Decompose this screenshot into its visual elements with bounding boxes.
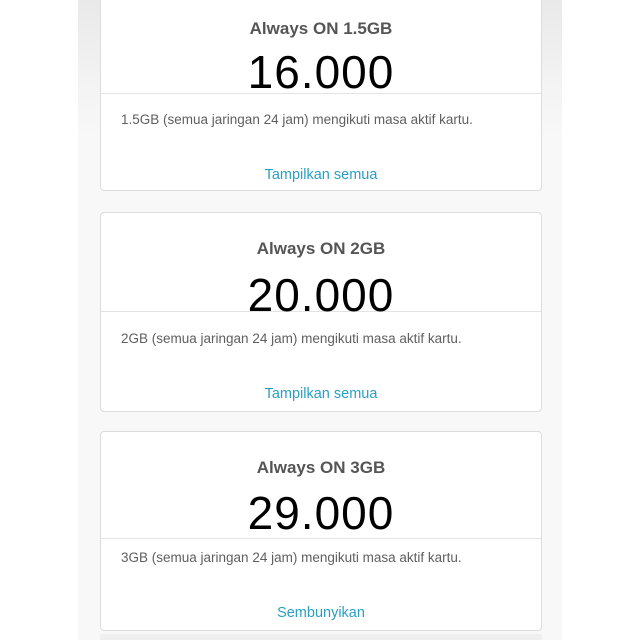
package-card-3gb <box>100 431 542 631</box>
package-card-header <box>101 213 541 321</box>
package-title: Always ON 2GB <box>256 239 386 258</box>
package-card-header <box>101 0 541 98</box>
package-description: 2GB (semua jaringan 24 jam) mengikuti masa aktif kartu. <box>121 331 462 346</box>
package-description: 3GB (semua jaringan 24 jam) mengikuti masa aktif kartu. <box>121 550 462 565</box>
package-card-2gb <box>100 212 542 412</box>
package-card-1-5gb <box>100 0 542 191</box>
package-price: 20.000 <box>247 269 395 321</box>
package-card-header <box>101 432 541 539</box>
package-description: 1.5GB (semua jaringan 24 jam) mengikuti masa aktif kartu. <box>121 112 473 127</box>
package-price: 29.000 <box>247 487 395 539</box>
hide-link[interactable]: Sembunyikan <box>277 605 365 621</box>
show-all-link[interactable]: Tampilkan semua <box>264 386 378 402</box>
next-card-edge <box>100 634 542 640</box>
show-all-link[interactable]: Tampilkan semua <box>264 167 378 183</box>
package-price: 16.000 <box>247 46 395 98</box>
package-title: Always ON 1.5GB <box>249 19 393 38</box>
package-title: Always ON 3GB <box>256 458 386 477</box>
